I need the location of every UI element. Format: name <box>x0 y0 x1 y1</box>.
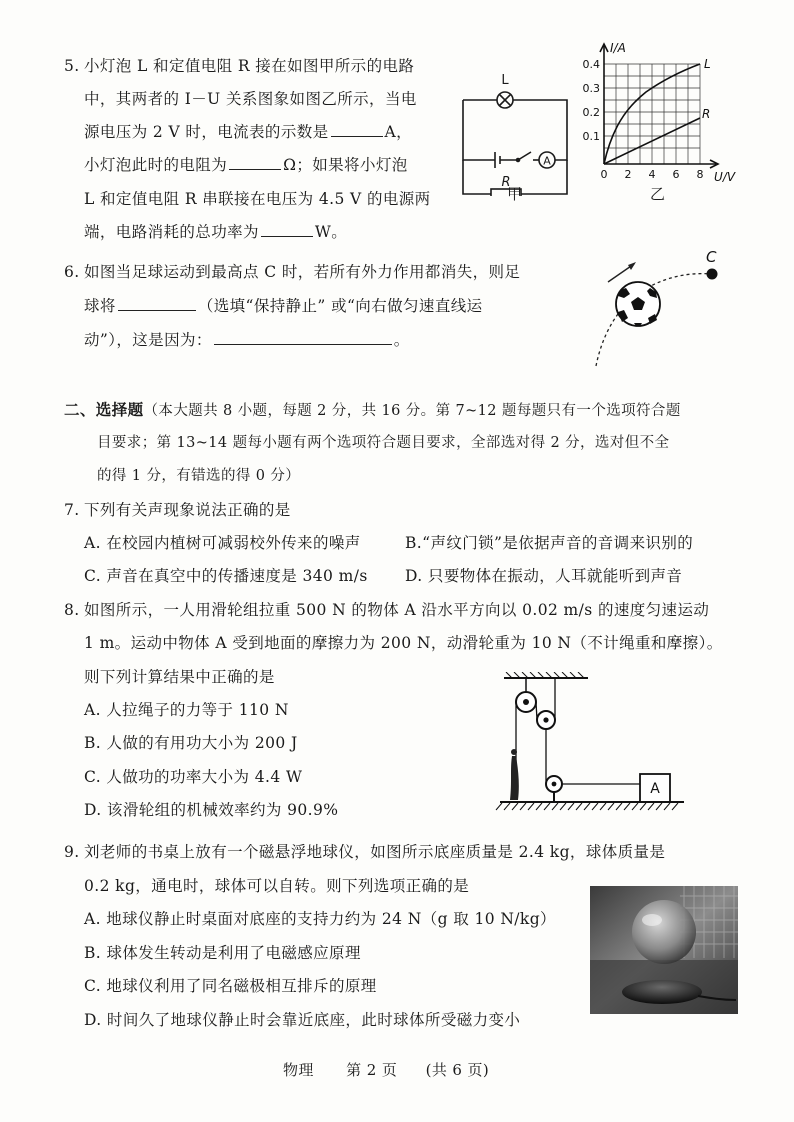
q5-line-4 <box>84 155 408 175</box>
curve-r-label: R <box>702 107 711 121</box>
q5-line-1: 小灯泡 L 和定值电阻 R 接在如图甲所示的电路 <box>84 57 415 75</box>
q7-option-a[interactable]: A. 在校园内植树可减弱校外传来的噪声 <box>84 534 361 552</box>
q5-blank-resistance[interactable] <box>229 155 281 170</box>
q6-line-3 <box>84 330 410 350</box>
footer-page: 第 2 页 <box>346 1061 398 1079</box>
lamp-label: L <box>501 73 509 88</box>
q7-number: 7. <box>64 501 80 519</box>
q6-line-1: 如图当足球运动到最高点 C 时，若所有外力作用都消失，则足 <box>84 263 521 281</box>
circuit-diagram <box>455 66 580 196</box>
section2-title: 二、选择题 <box>64 401 144 419</box>
q7-option-c[interactable]: C. 声音在真空中的传播速度是 340 m/s <box>84 567 368 585</box>
circuit-caption: 甲 <box>507 185 523 203</box>
q5-line-3b: A， <box>384 123 413 141</box>
footer-total: (共 6 页) <box>425 1061 490 1079</box>
q5-blank-power[interactable] <box>261 222 313 237</box>
q8-option-a[interactable]: A. 人拉绳子的力等于 110 N <box>84 701 289 719</box>
q9-option-b[interactable]: B. 球体发生转动是利用了电磁感应原理 <box>84 944 361 962</box>
q6-blank-motion[interactable] <box>118 296 196 311</box>
footer-subject: 物理 <box>283 1061 314 1079</box>
point-c-label: C <box>706 248 717 266</box>
graph-caption: 乙 <box>650 185 666 203</box>
pulley-figure <box>494 672 694 820</box>
q8-line-1: 如图所示，一人用滑轮组拉重 500 N 的物体 A 沿水平方向以 0.02 m/s 的速度匀速运动 <box>84 601 710 619</box>
football-figure <box>578 248 738 370</box>
curve-l-label: L <box>704 57 711 71</box>
x-tick-6: 6 <box>672 168 680 181</box>
q5-line-3 <box>84 122 412 142</box>
section2-line-1: （本大题共 8 小题，每题 2 分，共 16 分。第 7~12 题每题只有一个选项符合题 <box>143 403 681 419</box>
y-tick-0.1: 0.1 <box>582 130 600 143</box>
x-tick-2: 2 <box>624 168 632 181</box>
q5-line-2: 中，其两者的 I－U 关系图象如图乙所示，当电 <box>84 90 417 108</box>
q9-line-1: 刘老师的书桌上放有一个磁悬浮地球仪，如图所示底座质量是 2.4 kg，球体质量是 <box>84 843 666 861</box>
q8-option-d[interactable]: D. 该滑轮组的机械效率约为 90.9% <box>84 801 339 819</box>
graph-x-axis-label: U/V <box>714 170 736 182</box>
section2-line-3: 的得 1 分，有错选的得 0 分） <box>97 468 301 484</box>
q8-line-3: 则下列计算结果中正确的是 <box>84 668 275 686</box>
maglev-globe-photo <box>590 886 738 1014</box>
block-a-label: A <box>650 781 660 797</box>
q5-line-6a: 端，电路消耗的总功率为 <box>84 223 259 241</box>
q7-option-b[interactable]: B.“声纹门锁”是依据声音的音调来识别的 <box>405 534 694 552</box>
q5-blank-current[interactable] <box>331 122 383 137</box>
football-icon <box>616 282 660 326</box>
y-tick-0.2: 0.2 <box>582 106 600 119</box>
q5-line-4b: Ω；如果将小灯泡 <box>283 156 408 174</box>
y-tick-0.4: 0.4 <box>582 58 600 71</box>
q5-line-6b: W。 <box>314 223 348 241</box>
page-footer <box>283 1060 489 1080</box>
section2-heading <box>64 400 681 421</box>
q8-option-b[interactable]: B. 人做的有用功大小为 200 J <box>84 734 298 752</box>
q6-line-2b: （选填“保持静止” 或“向右做匀速直线运 <box>197 297 483 315</box>
q6-blank-reason[interactable] <box>214 330 392 345</box>
point-c <box>707 269 718 280</box>
q5-line-4a: 小灯泡此时的电阻为 <box>84 156 228 174</box>
section2-line-2: 目要求；第 13~14 题每小题有两个选项符合题目要求，全部选对得 2 分，选对但不全 <box>97 435 670 451</box>
q5-line-6 <box>84 222 347 242</box>
q8-option-c[interactable]: C. 人做功的功率大小为 4.4 W <box>84 768 303 786</box>
q9-option-d[interactable]: D. 时间久了地球仪静止时会靠近底座，此时球体所受磁力变小 <box>84 1011 521 1029</box>
switch-symbol <box>518 152 531 160</box>
resistor-label: R <box>501 175 511 190</box>
q6-line-3a: 动”），这是因为： <box>84 331 212 349</box>
globe-sphere <box>632 900 696 964</box>
q5-line-3a: 源电压为 2 V 时，电流表的示数是 <box>84 123 329 141</box>
q6-line-2 <box>84 296 483 316</box>
q7-option-d[interactable]: D. 只要物体在振动，人耳就能听到声音 <box>405 567 683 585</box>
x-tick-8: 8 <box>696 168 704 181</box>
q6-number: 6. <box>64 263 80 281</box>
q6-line-2a: 球将 <box>84 297 116 315</box>
graph-y-axis-label: I/A <box>610 41 626 55</box>
q9-option-a[interactable]: A. 地球仪静止时桌面对底座的支持力约为 24 N（g 取 10 N/kg） <box>84 910 556 928</box>
q6-line-3b: 。 <box>393 331 410 349</box>
q8-number: 8. <box>64 601 80 619</box>
globe-base <box>622 980 702 1004</box>
person-figure <box>510 756 519 800</box>
q9-option-c[interactable]: C. 地球仪利用了同名磁极相互排斥的原理 <box>84 977 377 995</box>
x-tick-0: 0 <box>600 168 608 181</box>
q9-line-2: 0.2 kg，通电时，球体可以自转。则下列选项正确的是 <box>84 877 470 895</box>
x-tick-4: 4 <box>648 168 656 181</box>
q8-line-2: 1 m。运动中物体 A 受到地面的摩擦力为 200 N，动滑轮重为 10 N（不计绳重和摩擦）。 <box>84 634 723 652</box>
q7-stem: 下列有关声现象说法正确的是 <box>84 501 291 519</box>
ammeter-label: A <box>543 154 551 168</box>
iu-graph <box>578 40 738 182</box>
y-tick-0.3: 0.3 <box>582 82 600 95</box>
q5-number: 5. <box>64 57 80 75</box>
q5-line-5: L 和定值电阻 R 串联接在电压为 4.5 V 的电源两 <box>84 190 431 208</box>
q9-number: 9. <box>64 843 80 861</box>
